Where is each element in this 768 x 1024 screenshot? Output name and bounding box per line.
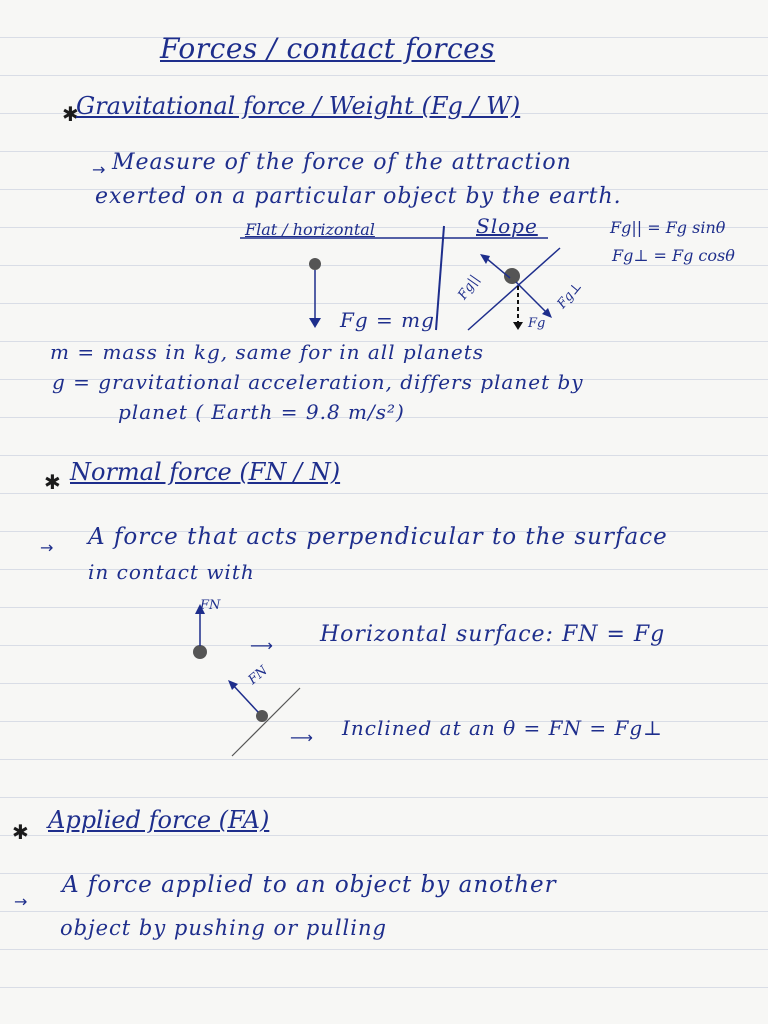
- inclined-fn-label: FN: [245, 663, 271, 688]
- g-note-1: g = gravitational acceleration, differs planet by: [52, 370, 584, 394]
- applied-heading: Applied force (FA): [48, 806, 270, 834]
- slope-fg-parallel-label: Fg||: [455, 272, 483, 303]
- gravity-definition-2: exerted on a particular object by the earth.: [95, 184, 622, 209]
- applied-definition-2: object by pushing or pulling: [60, 916, 387, 940]
- bullet-star-icon: ✱: [44, 470, 61, 494]
- arrow-icon: →: [14, 892, 28, 911]
- slope-fg-label: Fg: [528, 316, 546, 331]
- fn-label: FN: [200, 598, 221, 613]
- arrow-icon: ⟶: [250, 636, 273, 655]
- g-note-2: planet ( Earth = 9.8 m/s²): [118, 400, 405, 424]
- slope-label: Slope: [476, 214, 538, 238]
- normal-definition-2: in contact with: [88, 560, 255, 584]
- horizontal-object-icon: [193, 645, 207, 659]
- inclined-eq: Inclined at an θ = FN = Fg⊥: [342, 716, 663, 740]
- normal-definition-1: A force that acts perpendicular to the surface: [88, 524, 668, 550]
- bullet-star-icon: ✱: [62, 102, 79, 126]
- gravity-heading: Gravitational force / Weight (Fg / W): [76, 92, 521, 120]
- fg-equals-mg: Fg = mg: [340, 308, 435, 332]
- arrow-icon: →: [40, 538, 54, 557]
- mass-note: m = mass in kg, same for in all planets: [50, 340, 485, 364]
- arrow-icon: ⟶: [290, 728, 313, 747]
- slope-fg-perp-label: Fg⊥: [554, 279, 586, 312]
- page-title: Forces / contact forces: [160, 32, 496, 65]
- formula-perpendicular: Fg⊥ = Fg cosθ: [612, 246, 735, 265]
- bullet-star-icon: ✱: [12, 820, 29, 844]
- formula-parallel: Fg|| = Fg sinθ: [610, 218, 726, 237]
- horizontal-surface-eq: Horizontal surface: FN = Fg: [320, 622, 666, 647]
- applied-definition-1: A force applied to an object by another: [62, 872, 557, 898]
- gravity-definition-1: Measure of the force of the attraction: [112, 150, 572, 175]
- normal-heading: Normal force (FN / N): [70, 458, 341, 486]
- flat-label: Flat / horizontal: [245, 220, 375, 239]
- arrow-icon: →: [92, 160, 106, 179]
